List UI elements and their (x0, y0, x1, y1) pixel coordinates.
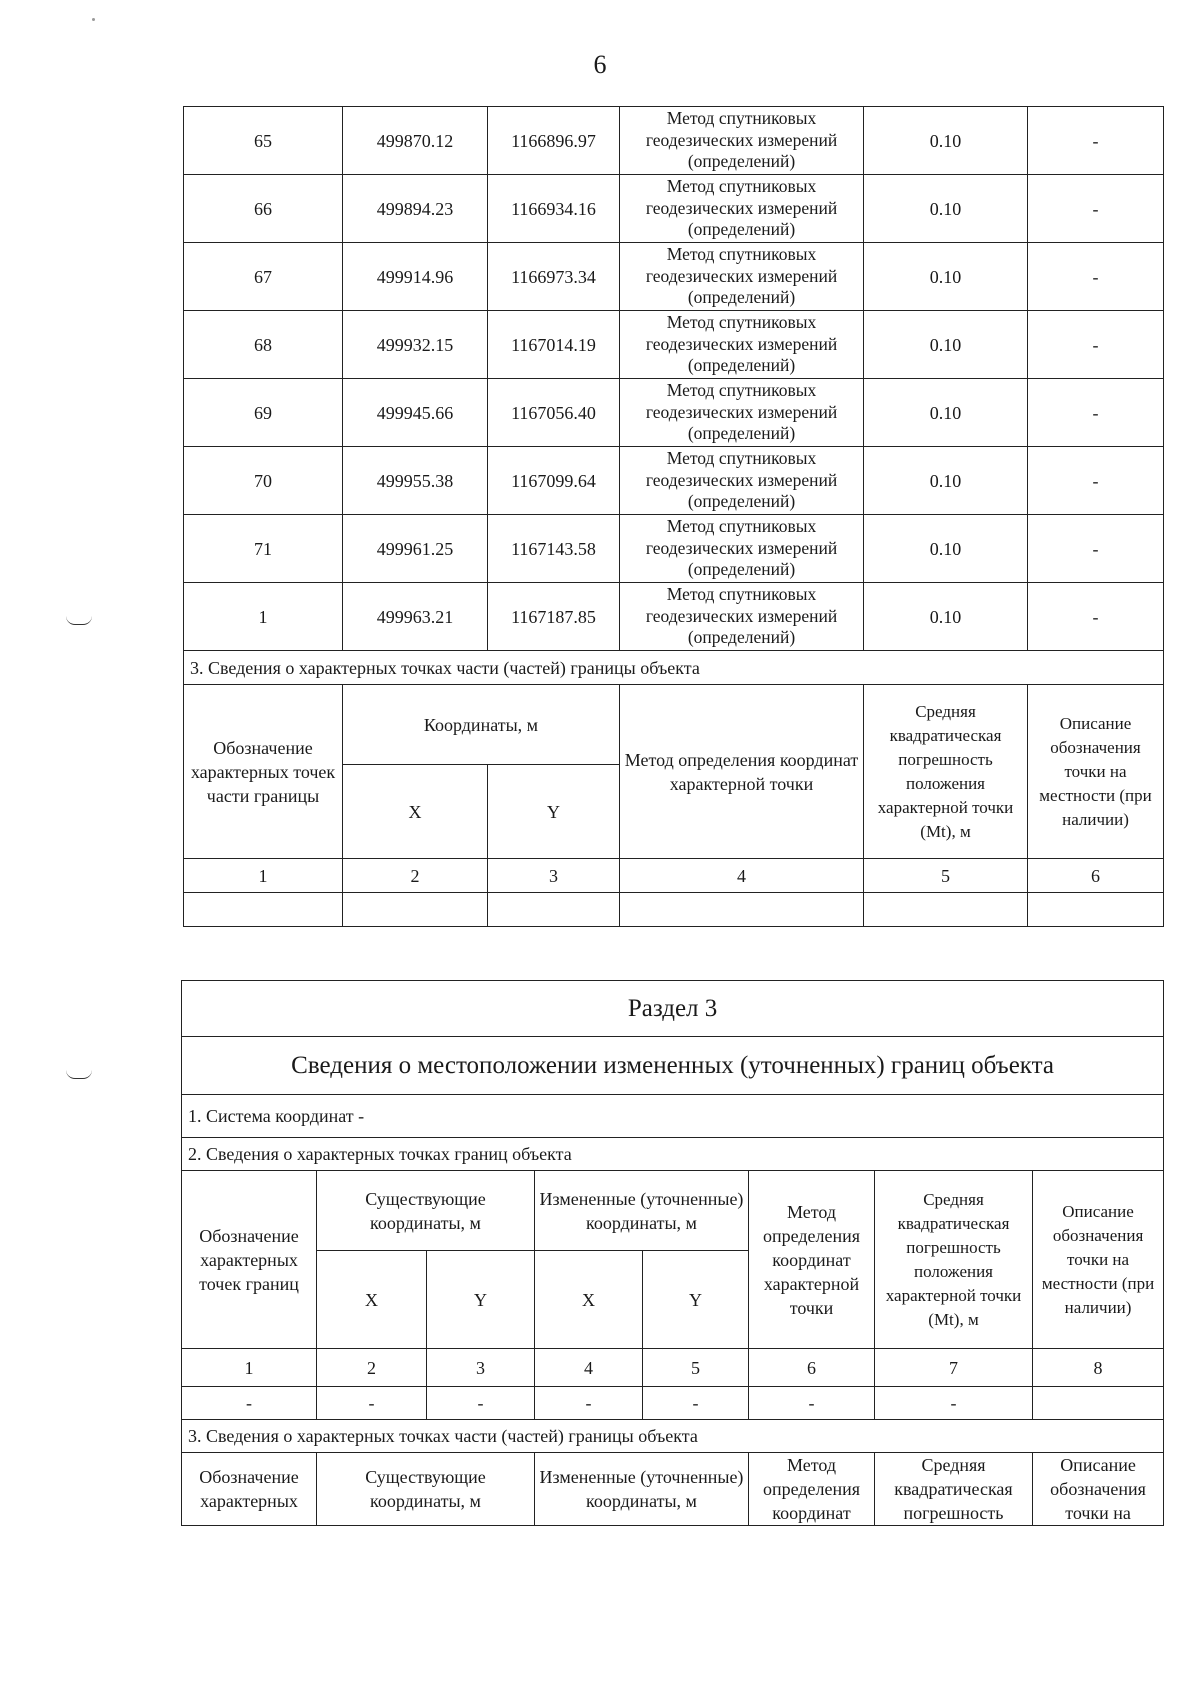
coordinate-y: 1167143.58 (488, 515, 620, 583)
coordinate-system: 1. Система координат - (182, 1095, 1164, 1138)
column-number: 6 (749, 1349, 875, 1387)
header-accuracy: Средняя квадратическая погрешность положения характерной точки (Mt), м (875, 1171, 1033, 1349)
column-number: 8 (1033, 1349, 1164, 1387)
coordinate-x: 499914.96 (343, 243, 488, 311)
accuracy: 0.10 (864, 243, 1028, 311)
header-existing-coordinates: Существующие координаты, м (317, 1171, 535, 1251)
point-id: 66 (184, 175, 343, 243)
empty-dash-cell: - (535, 1387, 643, 1420)
coordinate-y: 1166934.16 (488, 175, 620, 243)
column-number: 3 (488, 859, 620, 893)
part-boundary-block (184, 651, 1164, 927)
coordinate-y: 1166896.97 (488, 107, 620, 175)
point-id: 70 (184, 447, 343, 515)
empty-dash-cell: - (643, 1387, 749, 1420)
header-x-existing: X (317, 1251, 427, 1349)
header-y-changed: Y (643, 1251, 749, 1349)
table-row (184, 379, 1164, 447)
method: Метод спутниковых геодезических измерений (определений) (620, 107, 864, 175)
header-existing-coordinates: Существующие координаты, м (317, 1453, 535, 1526)
section-subtitle: Сведения о местоположении измененных (уточненных) границ объекта (182, 1037, 1164, 1095)
empty-dash-cell (1033, 1387, 1164, 1420)
section-title: Раздел 3 (182, 981, 1164, 1037)
method: Метод спутниковых геодезических измерений (определений) (620, 447, 864, 515)
accuracy: 0.10 (864, 175, 1028, 243)
coordinate-x: 499961.25 (343, 515, 488, 583)
coordinate-x: 499963.21 (343, 583, 488, 651)
table-row (184, 175, 1164, 243)
header-y-existing: Y (427, 1251, 535, 1349)
method: Метод спутниковых геодезических измерений (определений) (620, 583, 864, 651)
header-designation: Обозначение характерных (182, 1453, 317, 1526)
header-accuracy: Средняя квадратическая погрешность (875, 1453, 1033, 1526)
header-coordinates: Координаты, м (343, 685, 620, 765)
empty-cell (343, 893, 488, 927)
column-number: 1 (184, 859, 343, 893)
header-method: Метод определения координат характерной точки (749, 1171, 875, 1349)
description: - (1028, 107, 1164, 175)
part-boundary-heading: 3. Сведения о характерных точках части (частей) границы объекта (184, 651, 1164, 685)
header-method: Метод определения координат (749, 1453, 875, 1526)
point-id: 71 (184, 515, 343, 583)
scan-speck (92, 18, 95, 21)
coordinate-y: 1166973.34 (488, 243, 620, 311)
accuracy: 0.10 (864, 379, 1028, 447)
description: - (1028, 243, 1164, 311)
empty-dash-cell: - (427, 1387, 535, 1420)
accuracy: 0.10 (864, 107, 1028, 175)
description: - (1028, 447, 1164, 515)
description: - (1028, 583, 1164, 651)
coordinate-y: 1167187.85 (488, 583, 620, 651)
column-number: 2 (317, 1349, 427, 1387)
empty-dash-cell: - (749, 1387, 875, 1420)
header-description: Описание обозначения точки на местности (при наличии) (1028, 685, 1164, 859)
method: Метод спутниковых геодезических измерений (определений) (620, 311, 864, 379)
column-number: 4 (620, 859, 864, 893)
column-number: 7 (875, 1349, 1033, 1387)
empty-cell (1028, 893, 1164, 927)
method: Метод спутниковых геодезических измерений (определений) (620, 175, 864, 243)
binding-mark (66, 1070, 92, 1079)
coordinate-y: 1167014.19 (488, 311, 620, 379)
table-row (184, 243, 1164, 311)
empty-cell (184, 893, 343, 927)
header-y: Y (488, 765, 620, 859)
table-row (184, 515, 1164, 583)
header-designation: Обозначение характерных точек границ (182, 1171, 317, 1349)
header-x-changed: X (535, 1251, 643, 1349)
header-accuracy: Средняя квадратическая погрешность положения характерной точки (Mt), м (864, 685, 1028, 859)
description: - (1028, 379, 1164, 447)
empty-cell (620, 893, 864, 927)
method: Метод спутниковых геодезических измерений (определений) (620, 515, 864, 583)
accuracy: 0.10 (864, 583, 1028, 651)
description: - (1028, 515, 1164, 583)
empty-cell (488, 893, 620, 927)
empty-cell (864, 893, 1028, 927)
header-description: Описание обозначения точки на (1033, 1453, 1164, 1526)
point-id: 69 (184, 379, 343, 447)
empty-dash-cell: - (317, 1387, 427, 1420)
accuracy: 0.10 (864, 515, 1028, 583)
description: - (1028, 311, 1164, 379)
header-description: Описание обозначения точки на местности (при наличии) (1033, 1171, 1164, 1349)
header-method: Метод определения координат характерной точки (620, 685, 864, 859)
point-id: 67 (184, 243, 343, 311)
header-changed-coordinates: Измененные (уточненные) координаты, м (535, 1171, 749, 1251)
column-number: 2 (343, 859, 488, 893)
table-row (184, 447, 1164, 515)
coordinate-x: 499870.12 (343, 107, 488, 175)
points-body (184, 107, 1164, 651)
header-designation: Обозначение характерных точек части границы (184, 685, 343, 859)
point-id: 68 (184, 311, 343, 379)
part-boundary-heading: 3. Сведения о характерных точках части (частей) границы объекта (182, 1420, 1164, 1453)
table-row (184, 311, 1164, 379)
column-number: 3 (427, 1349, 535, 1387)
point-id: 65 (184, 107, 343, 175)
section3-table (181, 980, 1164, 1526)
coordinate-y: 1167099.64 (488, 447, 620, 515)
accuracy: 0.10 (864, 311, 1028, 379)
column-number: 5 (864, 859, 1028, 893)
description: - (1028, 175, 1164, 243)
coordinate-x: 499955.38 (343, 447, 488, 515)
coordinate-x: 499932.15 (343, 311, 488, 379)
points-heading: 2. Сведения о характерных точках границ объекта (182, 1138, 1164, 1171)
accuracy: 0.10 (864, 447, 1028, 515)
header-x: X (343, 765, 488, 859)
coordinate-y: 1167056.40 (488, 379, 620, 447)
binding-mark (66, 616, 92, 625)
table-row (184, 107, 1164, 175)
page-number: 6 (593, 50, 607, 79)
point-id: 1 (184, 583, 343, 651)
method: Метод спутниковых геодезических измерений (определений) (620, 243, 864, 311)
method: Метод спутниковых геодезических измерений (определений) (620, 379, 864, 447)
header-changed-coordinates: Измененные (уточненные) координаты, м (535, 1453, 749, 1526)
empty-dash-cell: - (875, 1387, 1033, 1420)
coordinate-x: 499894.23 (343, 175, 488, 243)
column-number: 4 (535, 1349, 643, 1387)
column-number: 6 (1028, 859, 1164, 893)
column-number: 5 (643, 1349, 749, 1387)
table-row (184, 583, 1164, 651)
points-table (183, 106, 1164, 927)
column-number: 1 (182, 1349, 317, 1387)
coordinate-x: 499945.66 (343, 379, 488, 447)
empty-dash-cell: - (182, 1387, 317, 1420)
